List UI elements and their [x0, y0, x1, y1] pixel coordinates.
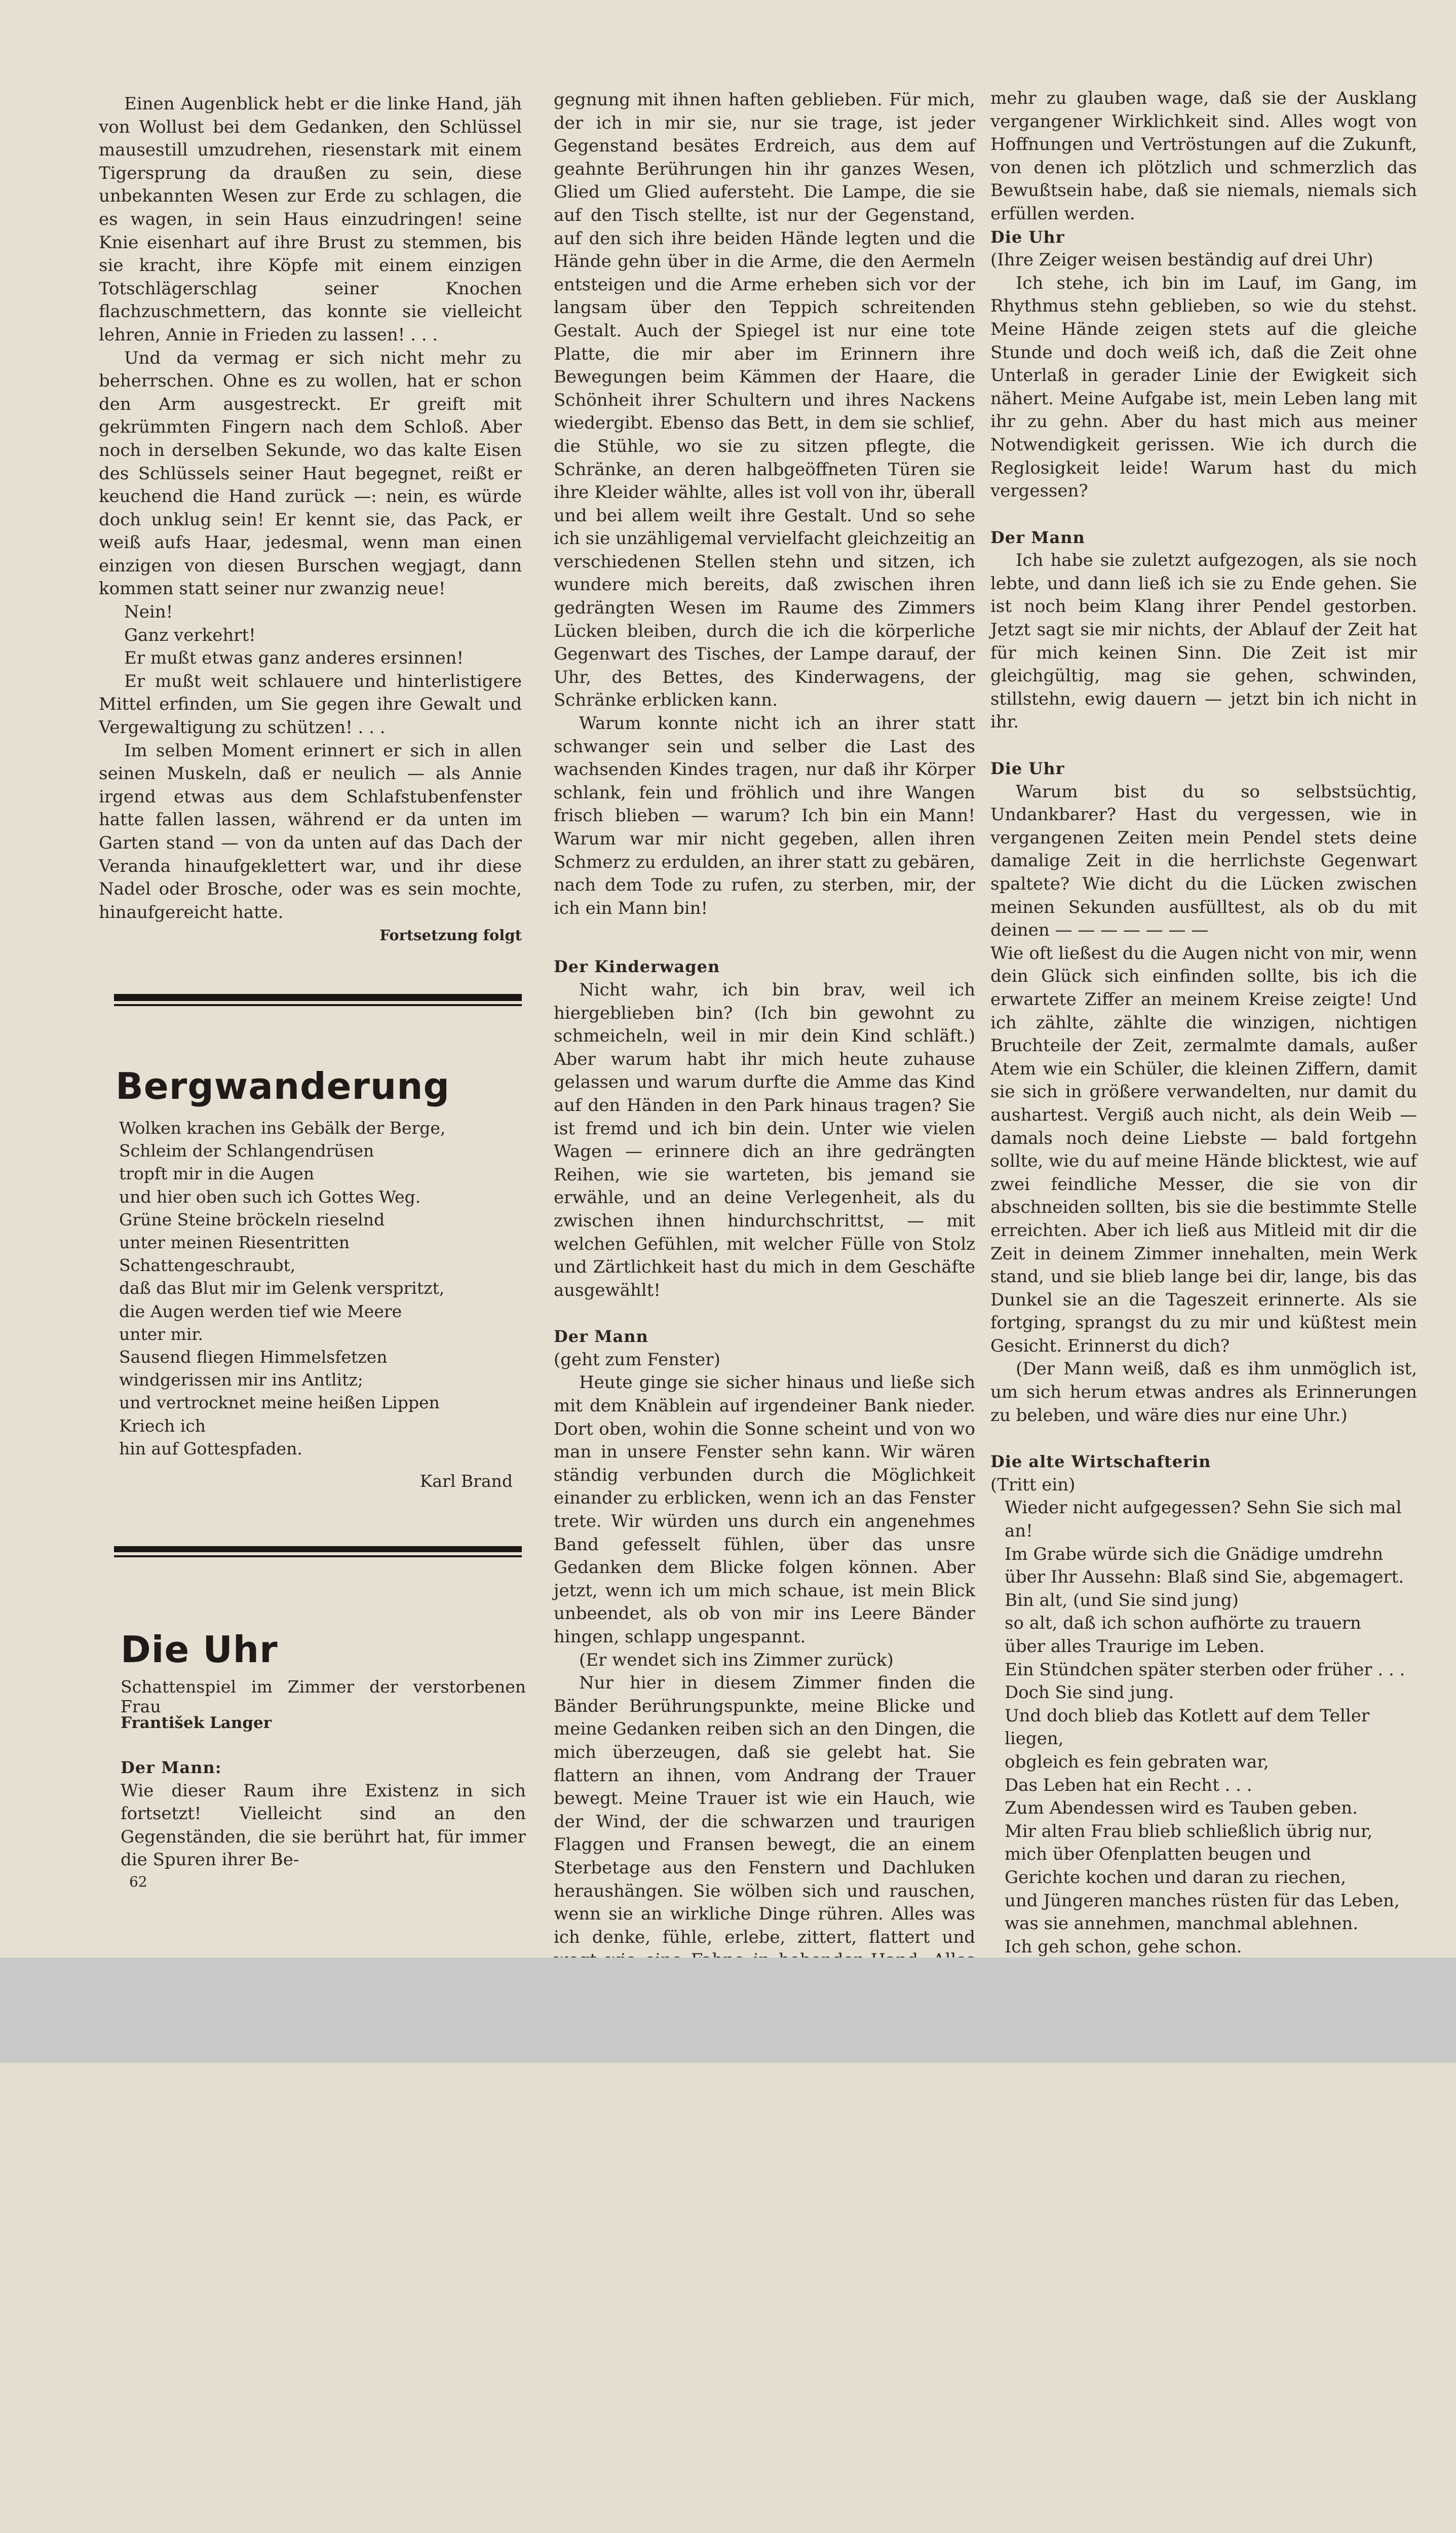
verse-line: Gerichte kochen und daran zu riechen, [1005, 1867, 1347, 1888]
verse-block [990, 1496, 1417, 1959]
poem-line: Kriech ich [119, 1415, 206, 1436]
speaker-heading: Die Uhr [990, 759, 1065, 779]
verse-line: so alt, daß ich schon aufhörte zu trauern [1005, 1613, 1361, 1634]
speaker-heading: Die Uhr [990, 227, 1065, 247]
verse-line: über Ihr Aussehn: Blaß sind Sie, abgemagert. [1005, 1567, 1404, 1588]
verse-line: über alles Traurige im Leben. [1005, 1636, 1265, 1657]
poem-line: Schleim der Schlangendrüsen [119, 1141, 374, 1161]
verse-line: und Jüngeren manches rüsten für das Leben, [1005, 1890, 1400, 1911]
divider-rule [114, 994, 522, 1001]
paragraph: Heute ginge sie sicher hinaus und ließe sich mit dem Knäblein auf irgendeiner Bank nieder. Dort oben, wohin die Sonne scheint und von wo man in unsere Fenster sehn kann. Wir wären ständig verbunden durch die Möglichkeit einander zu erblicken, wenn ich an das Fenster trete. Wir würden uns durch ein angenehmes Band gefesselt fühlen, über das unsre Gedanken dem Blicke folgen können. Aber jetzt, wenn ich um mich schaue, ist mein Blick unbeendet, als ob von mir ins Leere Bänder hingen, schlapp ungespannt. [554, 1372, 975, 1647]
speaker-heading: Der Mann [990, 527, 1085, 547]
poem-line: Grüne Steine bröckeln rieselnd [119, 1209, 385, 1230]
divider-rule [114, 1546, 522, 1552]
poem-line: unter meinen Riesentritten [119, 1233, 350, 1253]
verse-line: Bin alt, (und Sie sind jung) [1005, 1590, 1239, 1610]
verse-line: Das Leben hat ein Recht . . . [1005, 1775, 1252, 1795]
column-right [990, 87, 1417, 1959]
poem-line: die Augen werden tief wie Meere [119, 1301, 402, 1321]
paragraph: Einen Augenblick hebt er die linke Hand, jäh von Wollust bei dem Gedanken, den Schlüssel mausestill umzudrehen, riesenstark mit einem Tigersprung da draußen zu sein, diese unbekannten Wesen zur Erde zu schlagen, die es wagen, in sein Haus einzudringen! seine Knie eisenhart auf ihre Brust zu stemmen, bis sie kracht, ihre Köpfe mit einem einzigen Totschlägerschlag seiner Knochen flachzuschmettern, das konnte sie vielleicht lehren, Annie in Frieden zu lassen! . . . [99, 94, 522, 345]
paragraph: Er mußt etwas ganz anderes ersinnen! [124, 648, 464, 669]
paragraph: Warum bist du so selbstsüchtig, Undankbarer? Hast du vergessen, wie in vergangenen Zeiten mein Pendel stets deine damalige Zeit in die herrlichste Gegenwart spaltete? Wie dicht du die Lücken zwischen meinen Sekunden ausfülltest, als ob du mit deinen — — — — — — — [990, 781, 1417, 941]
paragraph: Wie oft ließest du die Augen nicht von mir, wenn dein Glück sich einfinden sollte, bis ich die erwartete Ziffer an meinem Kreise zeigte! Und ich zählte, zählte die winzigen, nichtigen Bruchteile der Zeit, zermalmte damals, außer Atem wie ein Schüler, die kleinen Ziffern, damit sie sich in größere verwandelten, nur damit du aushartest. Vergiß auch nicht, als dein Weib — damals noch deine Liebste — bald fortgehn sollte, wie du auf meine Hände blicktest, wie auf zwei feindliche Messer, die sie von dir abschneiden sollten, bis sie die bestimmte Stelle erreichten. Aber ich ließ aus Mitleid mit dir die Zeit in deinem Zimmer innehalten, mein Werk stand, und sie blieb lange bei dir, lange, bis das Dunkel sie an die Tageszeit erinnerte. Als sie fortging, sprangst du zu mir und küßtest mein Gesicht. Erinnerst du dich? [990, 943, 1417, 1356]
paragraph: Ganz verkehrt! [124, 625, 256, 645]
verse-line: Ich geh schon, gehe schon. [1005, 1936, 1242, 1957]
speaker-heading: Der Mann: [121, 1758, 222, 1777]
verse-line: Und doch blieb das Kotlett auf dem Teller liegen, [1005, 1705, 1370, 1749]
poem-line: Schattengeschraubt, [119, 1255, 296, 1276]
paragraph: Wie dieser Raum ihre Existenz in sich fortsetzt! Vielleicht sind an den Gegenständen, die sie berührt hat, für immer die Spuren ihrer Be- [121, 1780, 526, 1870]
poem-line: Wolken krachen ins Gebälk der Berge, [119, 1118, 446, 1138]
poem-line: windgerissen mir ins Antlitz; [119, 1370, 363, 1390]
poem-line: und vertrocknet meine heißen Lippen [119, 1393, 440, 1413]
verse-line: Doch Sie sind jung. [1005, 1682, 1174, 1703]
poem-line: unter mir. [119, 1324, 204, 1344]
stage-direction: (geht zum Fenster) [554, 1349, 720, 1370]
play-title: Die Uhr [121, 1628, 278, 1671]
paragraph: mehr zu glauben wage, daß sie der Ausklang vergangener Wirklichkeit sind. Alles wogt von Hoffnungen und Vertröstungen auf die Zukunft, von denen ich plötzlich und schmerzlich das Bewußtsein habe, daß sie niemals, niemals sich erfüllen werden. [990, 88, 1417, 224]
stage-direction: (Der Mann weiß, daß es ihm unmöglich ist, um sich herum etwas andres als Erinnerungen zu beleben, und wäre dies nur eine Uhr.) [990, 1359, 1417, 1426]
speaker-heading: Der Kinderwagen [554, 957, 720, 977]
verse-line: Wieder nicht aufgegessen? Sehn Sie sich mal an! [1005, 1498, 1402, 1542]
poem-author: Karl Brand [419, 1471, 513, 1491]
divider-rule [114, 1555, 522, 1557]
paragraph: Er mußt weit schlauere und hinterlistigere Mittel erfinden, um Sie gegen ihre Gewalt und Vergewaltigung zu schützen! . . . [99, 671, 522, 738]
play-subtitle: Schattenspiel im Zimmer der verstorbenen Frau [121, 1677, 526, 1716]
paragraph: Ich stehe, ich bin im Lauf, im Gang, im Rhythmus stehn geblieben, so wie du stehst. Meine Hände zeigen stets auf die gleiche Stunde und doch weiß ich, daß die Zeit ohne Unterlaß in gerader Linie der Ewigkeit sich nähert. Meine Aufgabe ist, mein Leben lang mit ihr zu gehn. Aber du hast mich aus meiner Notwendigkeit gerissen. Wie ich durch die Reglosigkeit leide! Warum hast du mich vergessen? [990, 273, 1417, 502]
paragraph: Nicht wahr, ich bin brav, weil ich hiergeblieben bin? (Ich bin gewohnt zu schmeicheln, weil in mir dein Kind schläft.) Aber warum habt ihr mich heute zuhause gelassen und warum durfte die Amme das Kind auf den Händen in den Park hinaus tragen? Sie ist fremd und ich bin dein. Unter wie vielen Wagen — erinnere dich an ihre gedrängten Reihen, wie sie warteten, bis jemand sie erwähle, und an deine Verlegenheit, als du zwischen ihnen hindurchschrittst, — mit welchen Gefühlen, mit welcher Fülle von Stolz und Zärtlichkeit hast du mich in dem Geschäfte ausgewählt! [554, 979, 975, 1300]
paragraph: gegnung mit ihnen haften geblieben. Für mich, der ich in mir sie, nur sie trage, ist jeder Gegenstand besätes Erdreich, aus dem auf geahnte Berührungen hin ihr ganzes Wesen, Glied um Glied aufersteht. Die Lampe, die sie auf den Tisch stellte, ist nur der Gegenstand, auf den sich ihre beiden Hände legten und die Hände gehn über in die Arme, die den Aermeln entsteigen und die Arme erheben sich vor der langsam über den Teppich schreitenden Gestalt. Auch der Spiegel ist nur eine tote Platte, die mir aber im Erinnern ihre Bewegungen beim Kämmen der Haare, die Schönheit ihrer Schultern und ihres Nackens wiedergibt. Ebenso das Bett, in dem sie schlief, die Stühle, wo sie zu sitzen pflegte, die Schränke, an deren halbgeöffneten Türen sie ihre Kleider wählte, alles ist voll von ihr, überall und bei allem weilt ihre Gestalt. Und so sehe ich sie unzähligemal vervielfacht gleichzeitig an verschiedenen Stellen stehn und sitzen, ich wundere mich bereits, daß zwischen ihren gedrängten Wesen im Raume des Zimmers Lücken bleiben, durch die ich die körperliche Gegenwart des Tisches, der Lampe darauf, der Uhr, des Bettes, des Kinderwagens, der Schränke erblicken kann. [554, 90, 975, 711]
verse-line: obgleich es fein gebraten war, [1005, 1751, 1269, 1772]
poem-title: Bergwanderung [116, 1065, 450, 1107]
paragraph: Im selben Moment erinnert er sich in allen seinen Muskeln, daß er neulich — als Annie irgend etwas aus dem Schlafstubenfenster hatte fallen lassen, während er da unten im Garten stand — von da unten auf das Dach der Veranda hinaufgeklettert war, und ihr diese Nadel oder Brosche, oder was es sein mochte, hinaufgereicht hatte. [99, 740, 522, 923]
verse-line: Zum Abendessen wird es Tauben geben. [1005, 1798, 1358, 1819]
speaker-heading: Die alte Wirtschafterin [990, 1452, 1211, 1472]
poem-line: tropft mir in die Augen [119, 1164, 315, 1184]
speaker-heading: Der Mann [554, 1327, 648, 1347]
paragraph: Warum konnte nicht ich an ihrer statt schwanger sein und selber die Last des wachsenden Kindes tragen, nur daß ihr Körper schlank, fein und fröhlich und ihre Wangen frisch blieben — warum? Ich bin ein Mann! Warum war mir nicht gegeben, allen ihren Schmerz zu erdulden, an ihrer statt zu gebären, nach dem Tode zu rufen, zu sterben, mir, der ich ein Mann bin! [554, 713, 975, 918]
play-opening [121, 1756, 526, 1872]
viewer-footer-bar [0, 1958, 1456, 2063]
play-author: František Langer [121, 1714, 272, 1732]
divider-rule [114, 1004, 522, 1006]
column-left [99, 93, 522, 947]
paragraph: Nein! [124, 602, 173, 623]
poem-line: daß das Blut mir im Gelenk verspritzt, [119, 1278, 445, 1298]
verse-line: Im Grabe würde sich die Gnädige umdrehn [1005, 1544, 1384, 1564]
continued-note: Fortsetzung folgt [379, 927, 522, 944]
column-middle [554, 89, 975, 1995]
stage-direction: (Er wendet sich ins Zimmer zurück) [579, 1649, 894, 1670]
page-number: 62 [129, 1873, 147, 1890]
stage-direction: (Ihre Zeiger weisen beständig auf drei Uhr) [990, 250, 1373, 271]
paragraph: Nur hier in diesem Zimmer finden die Bänder Berührungspunkte, meine Blicke und meine Gedanken reiben sich an den Dingen, die mich überzeugen, daß sie gelebt hat. Sie flattern an ihnen, vom Andrang der Trauer bewegt. Meine Trauer ist wie ein Hauch, wie der Wind, der die schwarzen und traurigen Flaggen und Fransen bewegt, die an einem Sterbetage aus den Fenstern und Dachluken heraushängen. Sie wölben sich und rauschen, wenn sie an wirkliche Dinge rühren. Alles was ich denke, fühle, erlebe, zittert, flattert und [554, 1673, 975, 1947]
verse-line: Ein Stündchen später sterben oder früher . . . [1005, 1659, 1405, 1680]
poem-body [119, 1117, 524, 1460]
paragraph: Ich habe sie zuletzt aufgezogen, als sie noch lebte, und dann ließ ich sie zu Ende gehen. Sie ist noch beim Klang ihrer Pendel gestorben. Jetzt sagt sie mir nichts, der Ablauf der Zeit hat für mich keinen Sinn. Die Zeit ist mir gleichgültig, mag sie gehen, schwinden, stillstehn, ewig dauern — jetzt bin ich nicht in ihr. [990, 550, 1417, 733]
poem-line: und hier oben such ich Gottes Weg. [119, 1186, 421, 1207]
verse-line: was sie annehmen, manchmal ablehnen. [1005, 1913, 1359, 1934]
poem-line: hin auf Gottespfaden. [119, 1438, 302, 1459]
paragraph: Und da vermag er sich nicht mehr zu beherrschen. Ohne es zu wollen, hat er schon den Arm ausgestreckt. Er greift mit gekrümmten Fingern nach dem Schloß. Aber noch in derselben Sekunde, wo das kalte Eisen des Schlüssels seiner Haut begegnet, reißt er keuchend die Hand zurück —: nein, es würde doch unklug sein! Er kennt sie, das Pack, er weiß aufs Haar, jedesmal, wenn man einen einzigen von diesen Burschen wegjagt, dann kommen statt seiner nur zwanzig neue! [99, 348, 522, 599]
verse-line: mich über Ofenplatten beugen und [1005, 1844, 1312, 1865]
verse-line: Mir alten Frau blieb schließlich übrig nur, [1005, 1821, 1373, 1841]
stage-direction: (Tritt ein) [990, 1474, 1076, 1495]
poem-line: Sausend fliegen Himmelsfetzen [119, 1347, 388, 1367]
